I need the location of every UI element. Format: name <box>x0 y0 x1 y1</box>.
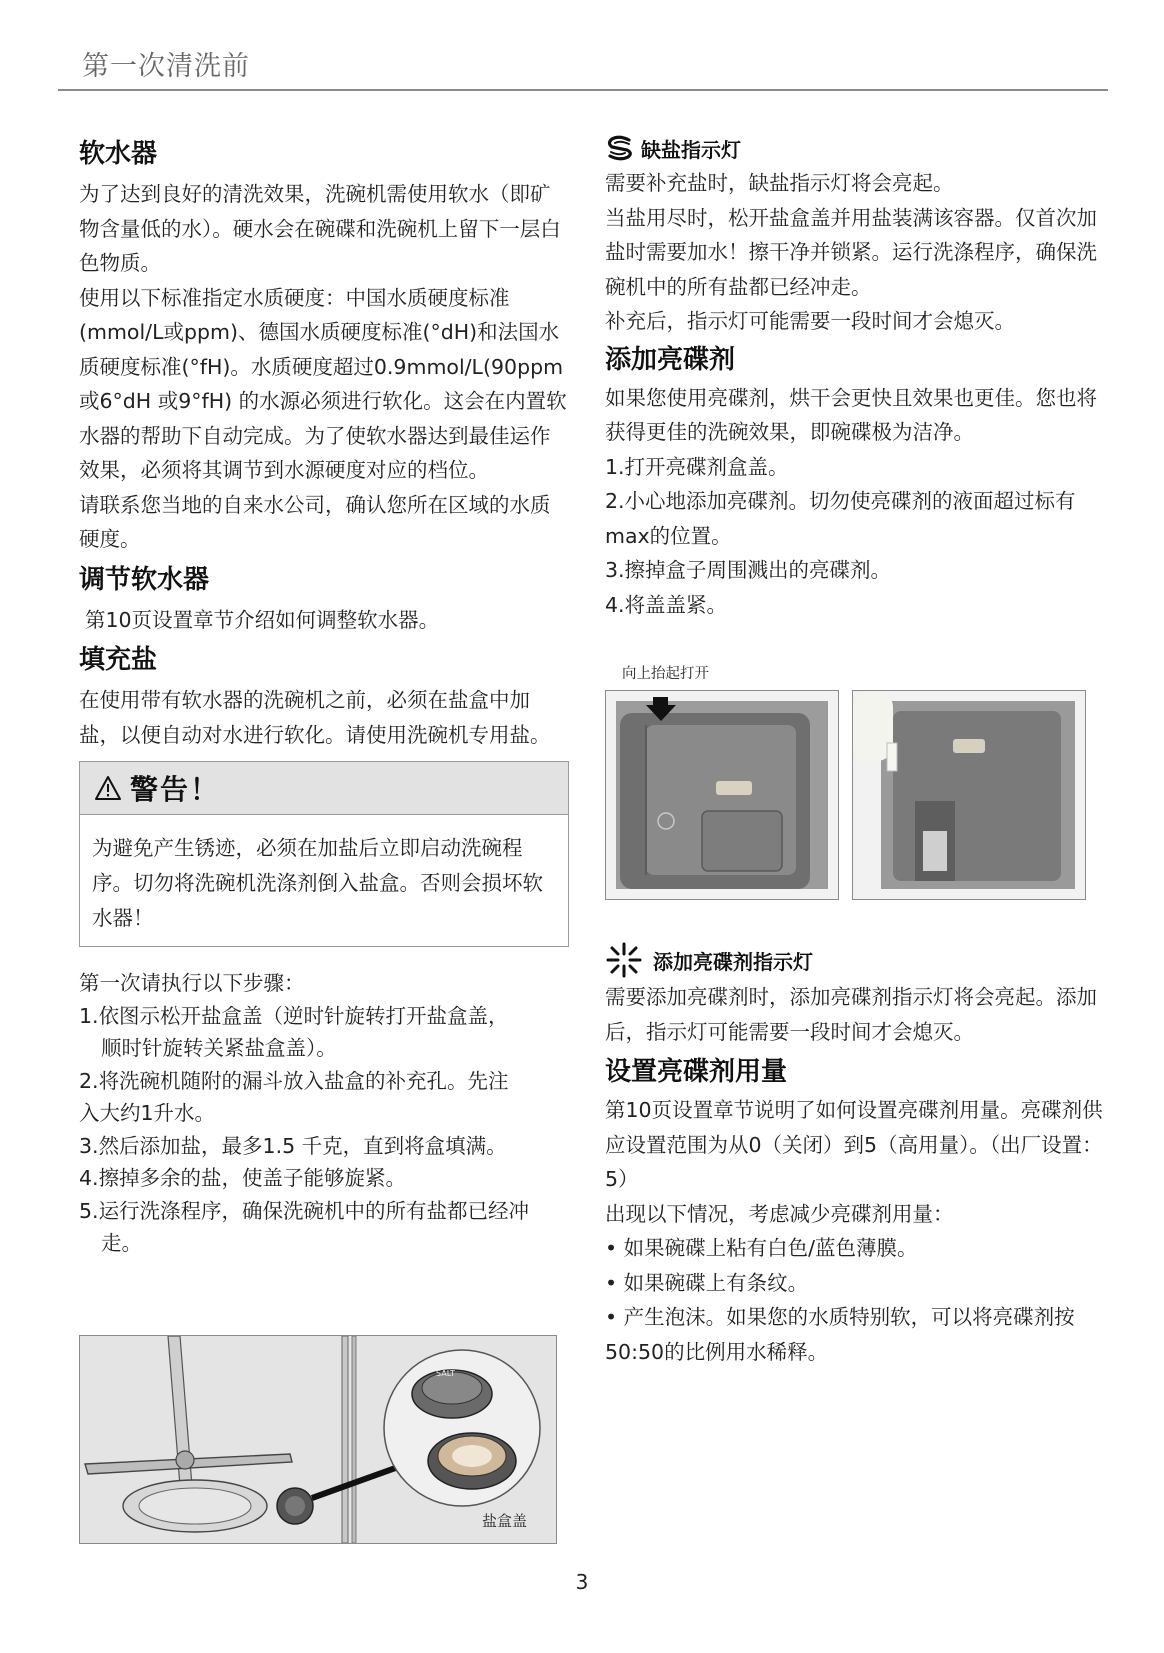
warning-title: 警告！ <box>130 773 221 806</box>
dosage-heading: 设置亮碟剂用量 <box>605 1057 788 1087</box>
steps-intro: 第一次请执行以下步骤： <box>79 971 305 995</box>
fill-salt-heading: 填充盐 <box>79 645 158 675</box>
step-number: 1. <box>79 1003 99 1028</box>
left-column <box>79 135 569 1260</box>
rinse-aid-step-4: 4.将盖盖紧。 <box>605 592 728 617</box>
salt-lid-label: SALT <box>436 1369 455 1378</box>
salt-indicator-text-1: 需要补充盐时，缺盐指示灯将会亮起。 <box>605 171 954 195</box>
step-item <box>79 1130 569 1163</box>
step-item <box>79 1065 569 1130</box>
rinse-indicator-text: 需要添加亮碟剂时，添加亮碟剂指示灯将会亮起。添加后，指示灯可能需要一段时间才会熄灭。 <box>605 985 1097 1044</box>
salt-lid-caption: 盐盒盖 <box>482 1512 528 1530</box>
dosage-bullet-2: • 如果碗碟上有条纹。 <box>605 1270 809 1295</box>
salt-indicator-text-2: 当盐用尽时，松开盐盒盖并用盐装满该容器。仅首次加盐时需要加水！擦干净并锁紧。运行洗涤程序，确保洗碗机中的所有盐都已经冲走。 <box>605 205 1097 299</box>
rinse-aid-heading: 添加亮碟剂 <box>605 344 736 375</box>
dosage-bullet-1: • 如果碗碟上粘有白色/蓝色薄膜。 <box>605 1236 918 1260</box>
dosage-conditions-intro: 出现以下情况，考虑减少亮碟剂用量： <box>605 1201 954 1226</box>
step-number: 5. <box>79 1198 99 1223</box>
step-text: 依图示松开盐盒盖（逆时针旋转打开盐盒盖， <box>98 1003 509 1028</box>
step-number: 3. <box>79 1133 99 1158</box>
step-text-continued: 入大约1升水。 <box>79 1101 216 1125</box>
rinse-aid-step-1: 1.打开亮碟剂盒盖。 <box>605 454 789 479</box>
fill-salt-text: 在使用带有软水器的洗碗机之前，必须在盐盒中加盐，以便自动对水进行软化。请使用洗碗机专用盐。 <box>79 688 551 747</box>
softener-paragraph-3: 请联系您当地的自来水公司，确认您所在区域的水质硬度。 <box>79 492 551 551</box>
step-number: 2. <box>79 1068 99 1093</box>
rinse-aid-step-3: 3.擦掉盒子周围溅出的亮碟剂。 <box>605 558 892 582</box>
dispenser-closed-photo <box>606 691 838 899</box>
step-item <box>79 1162 569 1195</box>
rinse-aid-photo-closed <box>605 690 839 900</box>
warning-text: 为避免产生锈迹，必须在加盐后立即启动洗碗程序。切勿将洗碗机洗涤剂倒入盐盒。否则会损坏软水器！ <box>92 836 543 930</box>
step-text-continued: 走。 <box>101 1231 142 1255</box>
salt-indicator-text-3: 补充后，指示灯可能需要一段时间才会熄灭。 <box>605 309 1015 333</box>
header-divider <box>58 89 1108 91</box>
lift-to-open-caption: 向上抬起打开 <box>622 666 709 682</box>
rinse-aid-photo-open <box>852 690 1086 900</box>
dosage-text: 第10页设置章节说明了如何设置亮碟剂用量。亮碟剂供应设置范围为从0（关闭）到5（高用量）。（出厂设置：5） <box>605 1098 1103 1191</box>
salt-indicator-icon <box>605 134 635 162</box>
right-column <box>605 130 1105 622</box>
step-text: 然后添加盐，最多1.5 千克，直到将盒填满。 <box>98 1133 507 1158</box>
step-text: 擦掉多余的盐，使盖子能够旋紧。 <box>98 1166 407 1190</box>
adjust-softener-text: 第10页设置章节介绍如何调整软水器。 <box>85 607 440 632</box>
softener-heading: 软水器 <box>79 139 158 169</box>
dosage-bullet-3: • 产生泡沫。如果您的水质特别软，可以将亮碟剂按50:50的比例用水稀释。 <box>605 1305 1075 1364</box>
step-text-continued: 顺时针旋转关紧盐盒盖）。 <box>101 1036 337 1060</box>
warning-header <box>80 762 568 815</box>
adjust-softener-heading: 调节软水器 <box>79 564 210 595</box>
step-item <box>79 1195 569 1260</box>
dispenser-open-photo <box>853 691 1085 899</box>
step-text: 将洗碗机随附的漏斗放入盐盒的补充孔。先注 <box>98 1068 509 1093</box>
softener-paragraph-2: 使用以下标准指定水质硬度：中国水质硬度标准(mmol/L或ppm)、德国水质硬度标准(°dH)和法国水质硬度标准(°fH)。水质硬度超过0.9mmol/L(90ppm或6°dH 或9°fH) 的水源必须进行软化。这会在内置软水器的帮助下自动完成。为了使软水器达到最佳运作效果，必须将其调节到水源硬度对应的档位。 <box>79 285 567 482</box>
rinse-indicator-label: 添加亮碟剂指示灯 <box>653 949 813 974</box>
rinse-indicator-row <box>605 942 1105 978</box>
rinse-aid-text: 如果您使用亮碟剂，烘干会更快且效果也更佳。您也将获得更佳的洗碗效果，即碗碟极为洁净。 <box>605 385 1097 444</box>
salt-steps <box>79 967 569 1260</box>
step-number: 4. <box>79 1166 99 1190</box>
step-item <box>79 1000 569 1065</box>
right-column-lower <box>605 942 1105 1369</box>
softener-paragraph-1: 为了达到良好的清洗效果，洗碗机需使用软水（即矿物含量低的水）。硬水会在碗碟和洗碗机上留下一层白色物质。 <box>79 182 561 275</box>
rinse-aid-indicator-icon <box>605 941 643 979</box>
step-text: 运行洗涤程序，确保洗碗机中的所有盐都已经冲 <box>98 1198 530 1223</box>
page-header-title: 第一次清洗前 <box>82 51 250 82</box>
warning-triangle-icon <box>94 775 122 801</box>
warning-box <box>79 761 569 947</box>
rinse-aid-step-2: 2.小心地添加亮碟剂。切勿使亮碟剂的液面超过标有max的位置。 <box>605 489 1076 548</box>
page-number: 3 <box>575 1570 589 1594</box>
salt-indicator-label: 缺盐指示灯 <box>641 137 741 162</box>
salt-indicator-row <box>605 130 1105 166</box>
